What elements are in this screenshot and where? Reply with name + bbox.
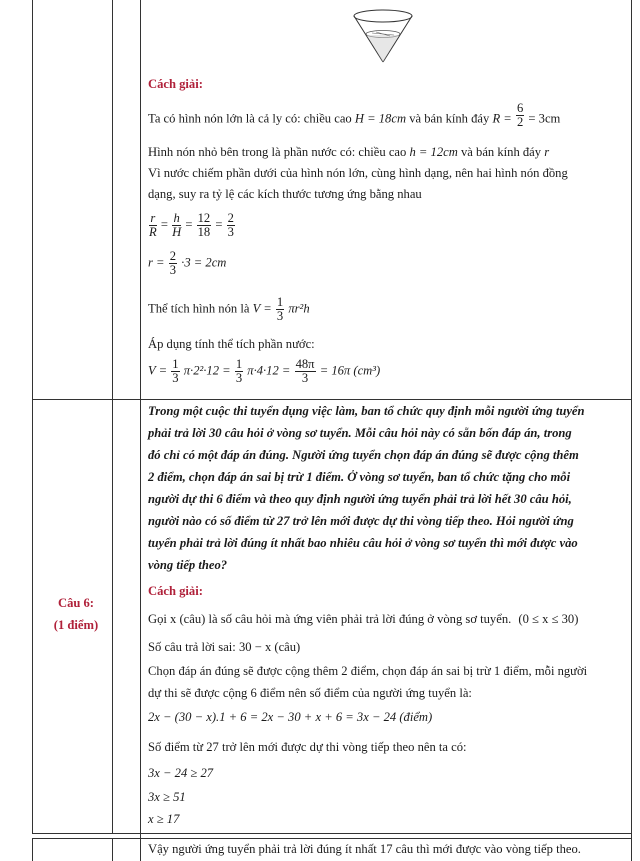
inequality-2: 3x ≥ 51: [148, 790, 186, 804]
solution-line-apply: Áp dụng tính thể tích phần nước:: [148, 337, 315, 351]
equation-score: 2x − (30 − x).1 + 6 = 2x − 30 + x + 6 = 3x − 24 (điểm): [148, 710, 433, 724]
table-divider-col2: [140, 0, 141, 861]
formula-volume: Thể tích hình nón là V = $\frac{1}{3}$ πr²h: [148, 295, 310, 324]
solution-heading: Cách giải:: [148, 584, 203, 598]
solution-line-small-cone: Hình nón nhỏ bên trong là phần nước có: chiều cao h = 12cm và bán kính đáy r: [148, 145, 550, 159]
problem-line: đó chỉ có một đáp án đúng. Người ứng tuyển chọn đáp án đúng sẽ được cộng thêm: [148, 448, 579, 462]
problem-line: 2 điểm, chọn đáp án sai bị trừ 1 điểm. Ở vòng sơ tuyển, ban tổ chức tặng cho mỗi: [148, 470, 571, 484]
problem-line: phải trả lời 30 câu hỏi ở vòng sơ tuyển. Mỗi câu hỏi này có sẵn bốn đáp án, trong: [148, 426, 572, 440]
solution-line-ratio: dạng, suy ra tỷ lệ các kích thước tương ứng bằng nhau: [148, 187, 422, 201]
solution-line: dự thi sẽ được cộng 6 điểm nên số điểm của người ứng tuyển là:: [148, 686, 472, 700]
conclusion-line: Vậy người ứng tuyển phải trả lời đúng ít nhất 17 câu thì mới được vào vòng tiếp theo.: [148, 842, 581, 856]
solution-heading: Cách giải:: [148, 77, 203, 91]
question-label: Câu 6:: [57, 596, 95, 610]
inequality-3: x ≥ 17: [148, 812, 180, 826]
table-border-left-lower: [32, 838, 33, 861]
solution-line: Số câu trả lời sai: 30 − x (câu): [148, 640, 301, 654]
formula-water-volume: V = $\frac{1}{3}$ π·2²·12 = $\frac{1}{3}$ π·4·12 = $\frac{48\pi}{3}$ = 16π (cm³): [148, 357, 381, 386]
problem-line: người nào có số điểm từ 27 trở lên mới được dự thi vòng tiếp theo. Hỏi người ứng: [148, 514, 574, 528]
solution-line-similar: Vì nước chiếm phần dưới của hình nón lớn, cùng hình dạng, nên hai hình nón đồng: [148, 166, 568, 180]
solution-line: Số điểm từ 27 trở lên mới được dự thi vòng tiếp theo nên ta có:: [148, 740, 467, 754]
part1-solution: [148, 0, 624, 399]
formula-ratio: $\frac{r}{R}$ = $\frac{h}{H}$ = $\frac{12}{18}$ = $\frac{2}{3}$: [149, 211, 234, 240]
solution-line-large-cone: Ta có hình nón lớn là cả ly có: chiều cao H = 18cm và bán kính đáy R = $\frac{6}{2}$ = 3cm: [148, 101, 561, 130]
formula-r: r = $\frac{2}{3}$ ·3 = 2cm: [148, 249, 227, 278]
inequality-1: 3x − 24 ≥ 27: [148, 766, 214, 780]
solution-line: Gọi x (câu) là số câu hỏi mà ứng viên phải trả lời đúng ở vòng sơ tuyển. (0 ≤ x ≤ 30): [148, 612, 579, 626]
question6-content: [148, 399, 624, 839]
problem-line: vòng tiếp theo?: [148, 558, 228, 572]
table-divider-col1: [112, 0, 113, 833]
table-border-left: [32, 0, 33, 833]
solution-line: Chọn đáp án đúng sẽ được cộng thêm 2 điểm, chọn đáp án sai bị trừ 1 điểm, mỗi người: [148, 664, 588, 678]
problem-line: Trong một cuộc thi tuyển dụng việc làm, ban tổ chức quy định mỗi người ứng tuyển: [148, 404, 585, 418]
table-divider-col1-lower: [112, 838, 113, 861]
table-border-right: [631, 0, 632, 861]
question-points: (1 điểm): [53, 618, 99, 632]
problem-line: tuyển phải trả lời đúng ít nhất bao nhiêu câu hỏi ở vòng sơ tuyển thì mới được vào: [148, 536, 578, 550]
problem-line: người dự thi 6 điểm và theo quy định người ứng tuyển phải trả lời hết 30 câu hỏi,: [148, 492, 572, 506]
